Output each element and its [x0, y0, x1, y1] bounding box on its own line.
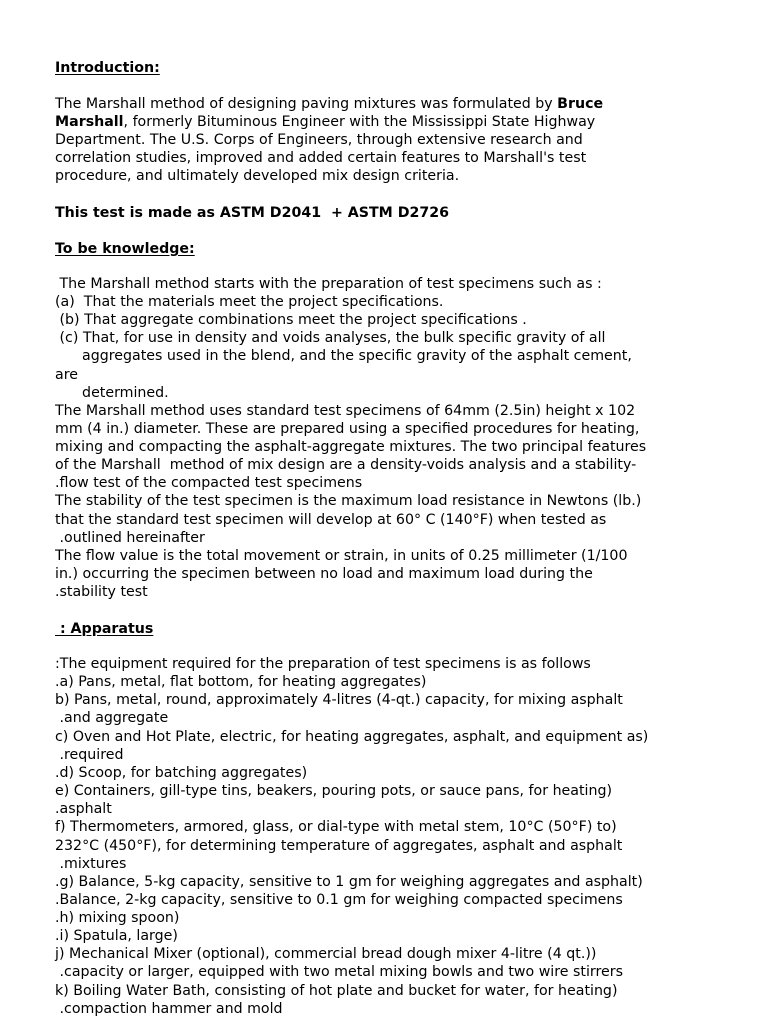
author-first-name: Bruce: [557, 96, 604, 112]
apparatus-line: .compaction hammer and mold: [55, 1001, 283, 1017]
apparatus-line: .Balance, 2-kg capacity, sensitive to 0.1 gm for weighing compacted specimens: [55, 892, 623, 908]
apparatus-line: :The equipment required for the preparation of test specimens is as follows: [55, 656, 591, 672]
apparatus-line: 232°C (450°F), for determining temperature of aggregates, asphalt and asphalt: [55, 838, 623, 854]
knowledge-line: aggregates used in the blend, and the specific gravity of the asphalt cement,: [55, 348, 632, 364]
apparatus-line: j) Mechanical Mixer (optional), commercial bread dough mixer 4-litre (4 qt.)): [55, 946, 597, 962]
apparatus-line: .a) Pans, metal, flat bottom, for heating aggregates): [55, 674, 427, 690]
apparatus-line: .i) Spatula, large): [55, 928, 178, 944]
knowledge-line: The Marshall method starts with the preparation of test specimens such as :: [55, 276, 602, 292]
apparatus-line: .mixtures: [55, 856, 127, 872]
knowledge-line: .stability test: [55, 584, 148, 600]
knowledge-line: determined.: [55, 385, 169, 401]
knowledge-line: (b) That aggregate combinations meet the project specifications .: [55, 312, 527, 328]
apparatus-line: b) Pans, metal, round, approximately 4-litres (4-qt.) capacity, for mixing asphalt: [55, 692, 623, 708]
knowledge-line: mixing and compacting the asphalt-aggregate mixtures. The two principal features: [55, 439, 647, 455]
intro-line-2: [55, 113, 595, 131]
apparatus-line: .required: [55, 747, 124, 763]
astm-standard-line: This test is made as ASTM D2041 + ASTM D2726: [55, 205, 449, 221]
apparatus-line: .and aggregate: [55, 710, 169, 726]
knowledge-line: mm (4 in.) diameter. These are prepared using a specified procedures for heating,: [55, 421, 640, 437]
knowledge-line: The flow value is the total movement or strain, in units of 0.25 millimeter (1/100: [55, 548, 628, 564]
knowledge-line: .flow test of the compacted test specimens: [55, 475, 363, 491]
apparatus-line: c) Oven and Hot Plate, electric, for heating aggregates, asphalt, and equipment as): [55, 729, 649, 745]
intro-line-4: correlation studies, improved and added certain features to Marshall's test: [55, 150, 587, 166]
apparatus-heading: : Apparatus: [55, 621, 154, 637]
apparatus-line: .asphalt: [55, 801, 112, 817]
knowledge-line: that the standard test specimen will develop at 60° C (140°F) when tested as: [55, 512, 607, 528]
knowledge-line: .outlined hereinafter: [55, 530, 205, 546]
intro-line-5: procedure, and ultimately developed mix design criteria.: [55, 168, 460, 184]
apparatus-line: .capacity or larger, equipped with two metal mixing bowls and two wire stirrers: [55, 964, 623, 980]
intro-line-3: Department. The U.S. Corps of Engineers, through extensive research and: [55, 132, 583, 148]
knowledge-line: (c) That, for use in density and voids analyses, the bulk specific gravity of all: [55, 330, 606, 346]
knowledge-line: The Marshall method uses standard test specimens of 64mm (2.5in) height x 102: [55, 403, 636, 419]
introduction-heading: Introduction:: [55, 60, 160, 76]
apparatus-line: e) Containers, gill-type tins, beakers, pouring pots, or sauce pans, for heating): [55, 783, 613, 799]
apparatus-line: f) Thermometers, armored, glass, or dial-type with metal stem, 10°C (50°F) to): [55, 819, 617, 835]
knowledge-line: of the Marshall method of mix design are a density-voids analysis and a stability-: [55, 457, 637, 473]
intro-text: , formerly Bituminous Engineer with the Mississippi State Highway: [123, 114, 596, 130]
intro-line-1: [55, 95, 603, 113]
knowledge-line: (a) That the materials meet the project specifications.: [55, 294, 444, 310]
apparatus-line: .h) mixing spoon): [55, 910, 180, 926]
knowledge-line: are: [55, 367, 78, 383]
knowledge-line: The stability of the test specimen is the maximum load resistance in Newtons (lb.): [55, 493, 642, 509]
apparatus-line: k) Boiling Water Bath, consisting of hot plate and bucket for water, for heating): [55, 983, 618, 999]
apparatus-line: .g) Balance, 5-kg capacity, sensitive to 1 gm for weighing aggregates and asphalt): [55, 874, 643, 890]
apparatus-line: .d) Scoop, for batching aggregates): [55, 765, 308, 781]
author-last-name: Marshall: [55, 114, 124, 130]
knowledge-heading: To be knowledge:: [55, 241, 195, 257]
intro-text: The Marshall method of designing paving mixtures was formulated by: [55, 96, 558, 112]
knowledge-line: in.) occurring the specimen between no load and maximum load during the: [55, 566, 593, 582]
